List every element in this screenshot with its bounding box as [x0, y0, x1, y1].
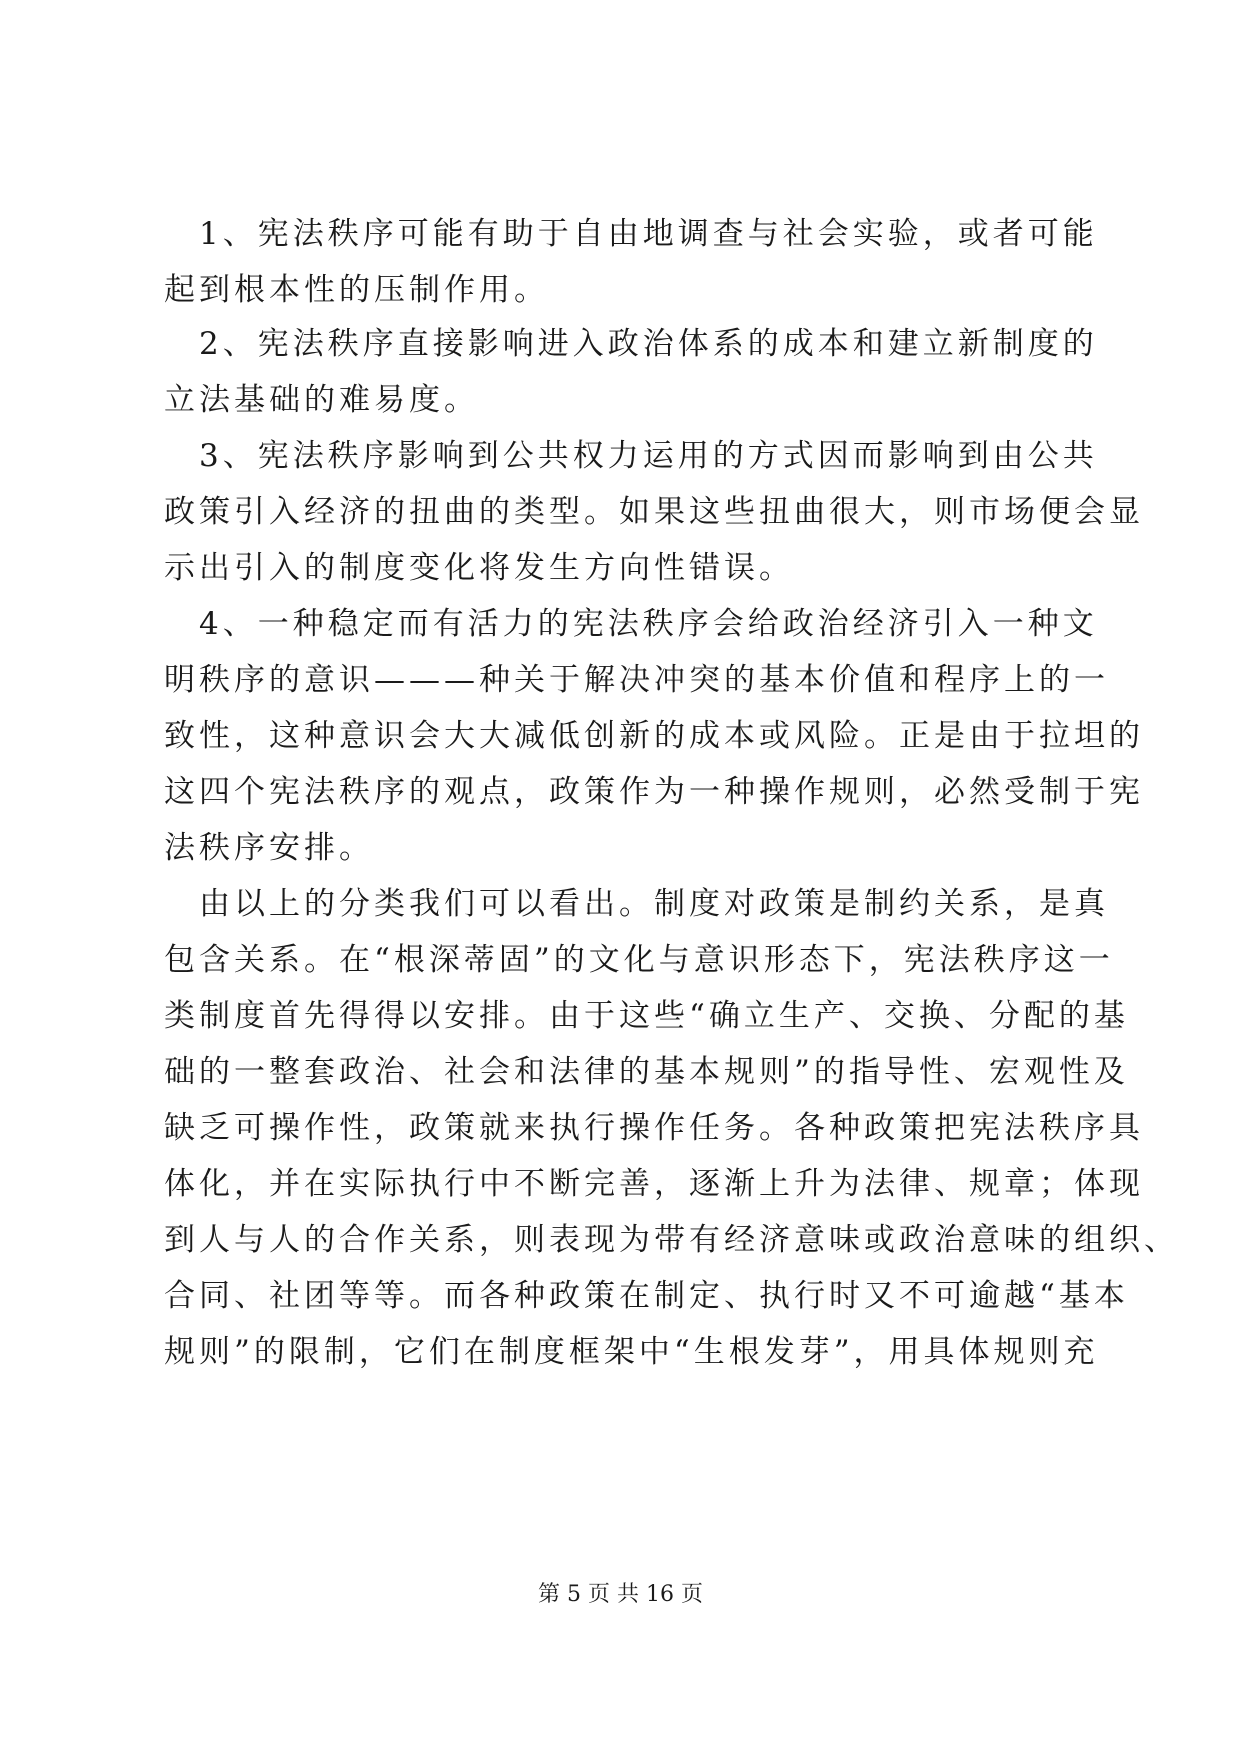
paragraph-4-line-1: 4、一种稳定而有活力的宪法秩序会给政治经济引入一种文 — [164, 606, 1098, 642]
paragraph-1-line-2: 起到根本性的压制作用。 — [164, 272, 549, 308]
paragraph-5-line-2: 包含关系。在“根深蒂固”的文化与意识形态下，宪法秩序这一 — [164, 942, 1114, 978]
paragraph-1-line-1: 1、宪法秩序可能有助于自由地调查与社会实验，或者可能 — [164, 216, 1098, 252]
paragraph-5-line-7: 到人与人的合作关系，则表现为带有经济意味或政治意味的组织、 — [164, 1222, 1179, 1258]
paragraph-2-line-2: 立法基础的难易度。 — [164, 382, 479, 418]
paragraph-4-line-2: 明秩序的意识———种关于解决冲突的基本价值和程序上的一 — [164, 662, 1109, 698]
paragraph-3-line-2: 政策引入经济的扭曲的类型。如果这些扭曲很大，则市场便会显 — [164, 494, 1144, 530]
paragraph-5-line-9: 规则”的限制，它们在制度框架中“生根发芽”，用具体规则充 — [164, 1334, 1099, 1370]
paragraph-4-line-4: 这四个宪法秩序的观点，政策作为一种操作规则，必然受制于宪 — [164, 774, 1144, 810]
paragraph-3-line-1: 3、宪法秩序影响到公共权力运用的方式因而影响到由公共 — [164, 438, 1098, 474]
paragraph-5-line-6: 体化，并在实际执行中不断完善，逐渐上升为法律、规章；体现 — [164, 1166, 1144, 1202]
paragraph-5-line-4: 础的一整套政治、社会和法律的基本规则”的指导性、宏观性及 — [164, 1054, 1129, 1090]
paragraph-5-line-5: 缺乏可操作性，政策就来执行操作任务。各种政策把宪法秩序具 — [164, 1110, 1144, 1146]
paragraph-4-line-3: 致性，这种意识会大大减低创新的成本或风险。正是由于拉坦的 — [164, 718, 1144, 754]
paragraph-5-line-1: 由以上的分类我们可以看出。制度对政策是制约关系，是真 — [164, 886, 1109, 922]
paragraph-2-line-1: 2、宪法秩序直接影响进入政治体系的成本和建立新制度的 — [164, 326, 1098, 362]
paragraph-5-line-3: 类制度首先得得以安排。由于这些“确立生产、交换、分配的基 — [164, 998, 1129, 1034]
paragraph-3-line-3: 示出引入的制度变化将发生方向性错误。 — [164, 550, 794, 586]
page-number-footer: 第 5 页 共 16 页 — [538, 1582, 703, 1607]
paragraph-5-line-8: 合同、社团等等。而各种政策在制定、执行时又不可逾越“基本 — [164, 1278, 1129, 1314]
paragraph-4-line-5: 法秩序安排。 — [164, 830, 374, 866]
